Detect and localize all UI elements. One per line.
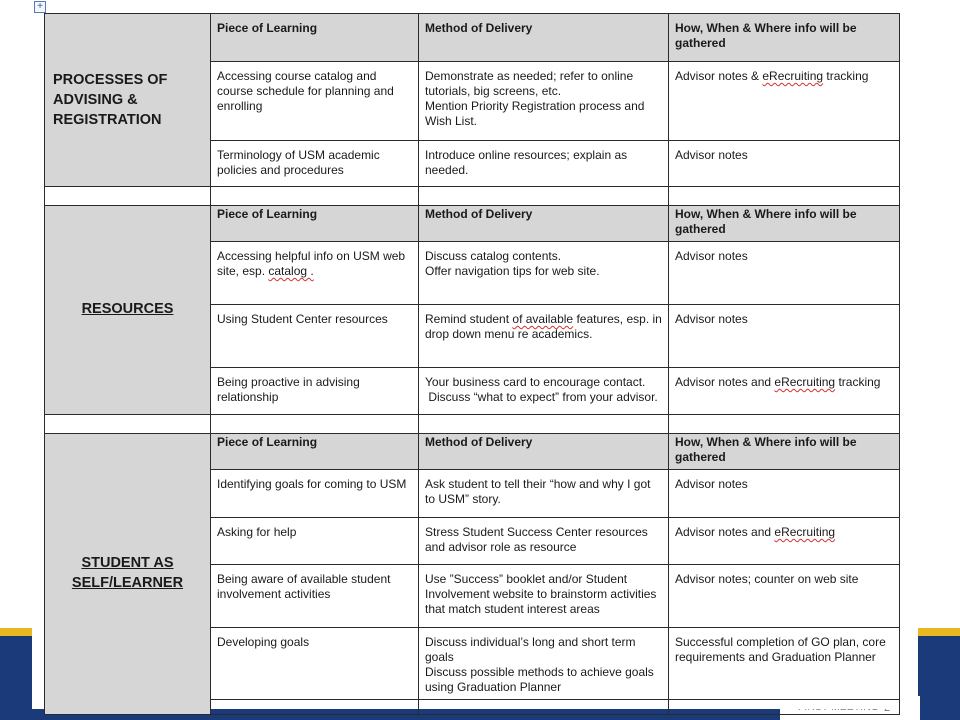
method-cell: Remind student of available features, esp. in drop down menu re academics. (419, 305, 669, 368)
header-piece: Piece of Learning (211, 14, 419, 62)
how-cell: Successful completion of GO plan, core requirements and Graduation Planner (669, 628, 900, 700)
piece-cell: Terminology of USM academic policies and procedures (211, 141, 419, 187)
method-cell: Demonstrate as needed; refer to online tutorials, big screens, etc. Mention Priority Registration process and Wish List. (419, 62, 669, 141)
header-how: How, When & Where info will be gathered (669, 434, 900, 470)
category-processes: PROCESSES OF ADVISING & REGISTRATION (45, 14, 211, 187)
header-piece: Piece of Learning (211, 206, 419, 242)
method-cell: Discuss catalog contents. Offer navigation tips for web site. (419, 242, 669, 305)
method-cell: Stress Student Success Center resources and advisor role as resource (419, 518, 669, 565)
how-cell: Advisor notes (669, 305, 900, 368)
spacer-row (45, 415, 900, 434)
table-header-row (45, 14, 900, 62)
method-cell: Discuss individual’s long and short term goals Discuss possible methods to achieve goals using Graduation Planner (419, 628, 669, 700)
header-how: How, When & Where info will be gathered (669, 206, 900, 242)
piece-cell: Being aware of available student involvement activities (211, 565, 419, 628)
how-cell: Advisor notes and eRecruiting tracking (669, 368, 900, 415)
header-method: Method of Delivery (419, 206, 669, 242)
piece-cell: Using Student Center resources (211, 305, 419, 368)
piece-cell: Developing goals (211, 628, 419, 700)
how-cell: Advisor notes (669, 470, 900, 518)
document-page (32, 0, 918, 709)
method-cell: Use ”Success” booklet and/or Student Involvement website to brainstorm activities that match student interest areas (419, 565, 669, 628)
method-cell: Ask student to tell their “how and why I got to USM” story. (419, 470, 669, 518)
header-piece: Piece of Learning (211, 434, 419, 470)
method-cell: Your business card to encourage contact. Discuss “what to expect” from your advisor. (419, 368, 669, 415)
piece-cell: Being proactive in advising relationship (211, 368, 419, 415)
learning-outcomes-table (44, 13, 900, 715)
category-student: STUDENT AS SELF/LEARNER (45, 434, 211, 715)
piece-cell: Asking for help (211, 518, 419, 565)
piece-cell: Identifying goals for coming to USM (211, 470, 419, 518)
how-cell: Advisor notes; counter on web site (669, 565, 900, 628)
method-cell: Introduce online resources; explain as needed. (419, 141, 669, 187)
category-resources: RESOURCES (45, 206, 211, 415)
table-header-row (45, 206, 900, 242)
header-how: How, When & Where info will be gathered (669, 14, 900, 62)
how-cell: Advisor notes & eRecruiting tracking (669, 62, 900, 141)
how-cell: Advisor notes (669, 242, 900, 305)
header-method: Method of Delivery (419, 434, 669, 470)
spacer-row (45, 187, 900, 206)
piece-cell: Accessing helpful info on USM web site, esp. catalog . (211, 242, 419, 305)
table-header-row (45, 434, 900, 470)
piece-cell: Accessing course catalog and course schedule for planning and enrolling (211, 62, 419, 141)
move-icon[interactable]: + (34, 1, 46, 13)
header-method: Method of Delivery (419, 14, 669, 62)
how-cell: Advisor notes (669, 141, 900, 187)
how-cell: Advisor notes and eRecruiting (669, 518, 900, 565)
